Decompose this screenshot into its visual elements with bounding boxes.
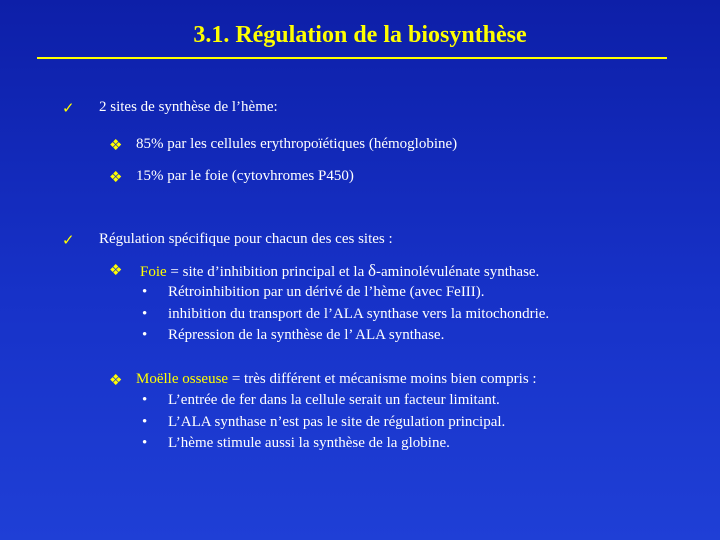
bullet-dot-icon: • (142, 414, 148, 430)
check-icon: ✓ (62, 233, 75, 249)
foie-subitem: Rétroinhibition par un dérivé de l’hème (avec FeIII). (168, 284, 485, 300)
slide-title: 3.1. Régulation de la biosynthèse (193, 22, 527, 48)
section2-heading: Régulation spécifique pour chacun des ces sites : (99, 231, 393, 247)
check-icon: ✓ (62, 101, 75, 117)
foie-text-pre: = site d’inhibition principal et la (166, 264, 369, 280)
foie-subitem: Répression de la synthèse de l’ ALA synthase. (168, 327, 445, 343)
foie-subitem: inhibition du transport de l’ALA synthase vers la mitochondrie. (168, 306, 550, 322)
moelle-subitem: L’ALA synthase n’est pas le site de régulation principal. (168, 414, 506, 430)
diamond-bullet-icon: ❖ (109, 373, 123, 389)
bullet-dot-icon: • (142, 284, 148, 300)
foie-label: Foie (140, 264, 167, 280)
diamond-bullet-icon: ❖ (109, 170, 123, 186)
foie-text-post: -aminolévulénate synthase. (376, 264, 540, 280)
bullet-dot-icon: • (142, 327, 148, 343)
moelle-label: Moëlle osseuse (136, 371, 229, 387)
moelle-subitem: L’entrée de fer dans la cellule serait un facteur limitant. (168, 392, 500, 408)
section1-item-foie: 15% par le foie (cytovhromes P450) (136, 168, 354, 184)
moelle-text: = très différent et mécanisme moins bien compris : (228, 371, 537, 387)
foie-line (140, 261, 539, 281)
diamond-bullet-icon: ❖ (109, 138, 123, 154)
bullet-dot-icon: • (142, 392, 148, 408)
delta-symbol: δ (368, 261, 377, 280)
section1-heading: 2 sites de synthèse de l’hème: (99, 99, 278, 115)
bullet-dot-icon: • (142, 435, 148, 451)
bullet-dot-icon: • (142, 306, 148, 322)
moelle-line (136, 371, 537, 388)
section1-item-erythro: 85% par les cellules erythropoïétiques (hémoglobine) (136, 136, 458, 152)
moelle-subitem: L’hème stimule aussi la synthèse de la globine. (168, 435, 450, 451)
title-underline (37, 57, 667, 59)
diamond-bullet-icon: ❖ (109, 263, 123, 279)
